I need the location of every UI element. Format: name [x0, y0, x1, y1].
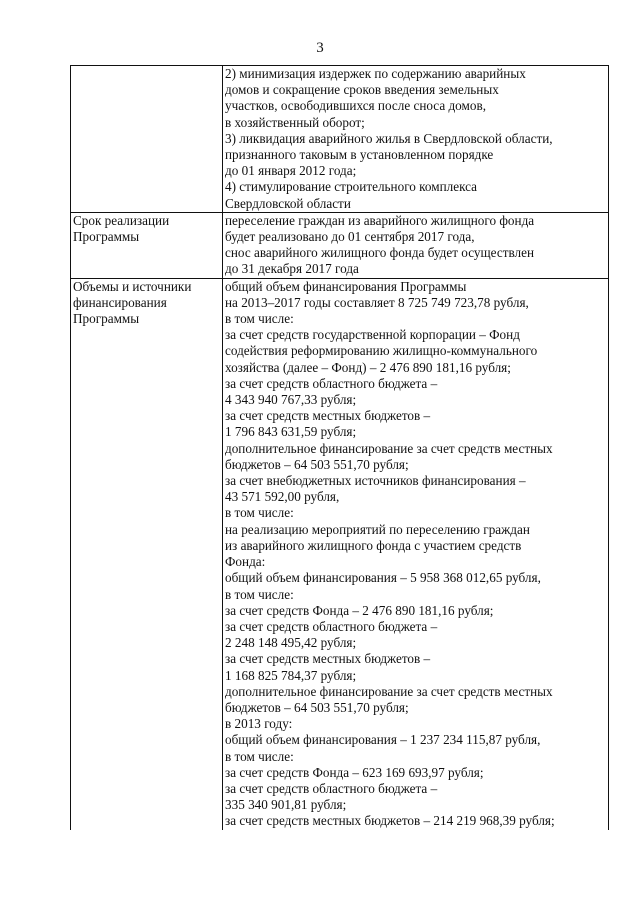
text-line: за счет средств Фонда – 623 169 693,97 рубля; — [225, 764, 484, 780]
row-label: финансирования — [73, 294, 167, 310]
row-label: Программы — [73, 311, 140, 327]
text-line: будет реализовано до 01 сентября 2017 года, — [225, 229, 475, 245]
text-line: 1 796 843 631,59 рубля; — [225, 424, 357, 440]
text-line: до 31 декабря 2017 года — [225, 261, 359, 277]
text-line: общий объем финансирования Программы — [225, 278, 467, 294]
text-line: в том числе: — [225, 505, 294, 521]
row-content-cell — [223, 212, 609, 278]
program-passport-table — [70, 65, 609, 830]
text-line: общий объем финансирования – 1 237 234 115,87 рубля, — [225, 732, 541, 748]
text-line: 335 340 901,81 рубля; — [225, 797, 347, 813]
table-row-goals-continued — [71, 66, 609, 213]
row-label-cell — [71, 278, 223, 829]
page-number: 3 — [316, 40, 324, 56]
text-line: в том числе: — [225, 748, 294, 764]
text-line: за счет средств Фонда – 2 476 890 181,16 рубля; — [225, 602, 494, 618]
text-line: 2) минимизация издержек по содержанию аварийных — [225, 66, 526, 81]
text-line: за счет средств местных бюджетов – — [225, 651, 431, 667]
text-line: за счет средств государственной корпорации – Фонд — [225, 327, 520, 343]
text-line: участков, освободившихся после сноса домов, — [225, 98, 486, 114]
text-line: дополнительное финансирование за счет средств местных — [225, 440, 553, 456]
text-line: до 01 января 2012 года; — [225, 163, 357, 179]
text-line: 2 248 148 495,42 рубля; — [225, 635, 357, 651]
text-line: в том числе: — [225, 586, 294, 602]
text-line: домов и сокращение сроков введения земельных — [225, 82, 499, 98]
text-line: Свердловской области — [225, 195, 351, 211]
text-line: бюджетов – 64 503 551,70 рубля; — [225, 456, 409, 472]
text-line: содействия реформированию жилищно-коммунального — [225, 343, 538, 359]
table-row-implementation-period — [71, 212, 609, 278]
row-label-cell — [71, 66, 223, 213]
row-label: Программы — [73, 229, 140, 245]
table-row-funding — [71, 278, 609, 829]
text-line: 3) ликвидация аварийного жилья в Свердловской области, — [225, 130, 553, 146]
text-line: в том числе: — [225, 311, 294, 327]
text-line: за счет внебюджетных источников финансирования – — [225, 473, 526, 489]
text-line: хозяйства (далее – Фонд) – 2 476 890 181,16 рубля; — [225, 359, 511, 375]
row-content-cell — [223, 278, 609, 829]
text-line: на 2013–2017 годы составляет 8 725 749 723,78 рубля, — [225, 294, 529, 310]
text-line: на реализацию мероприятий по переселению граждан — [225, 521, 530, 537]
text-line: за счет средств местных бюджетов – — [225, 408, 431, 424]
text-line: в 2013 году: — [225, 716, 293, 732]
row-label: Объемы и источники — [73, 278, 192, 294]
text-line: снос аварийного жилищного фонда будет осуществлен — [225, 245, 534, 261]
text-line: общий объем финансирования – 5 958 368 012,65 рубля, — [225, 570, 541, 586]
text-line: 1 168 825 784,37 рубля; — [225, 667, 357, 683]
row-label: Срок реализации — [73, 212, 170, 228]
text-line: бюджетов – 64 503 551,70 рубля; — [225, 699, 409, 715]
text-line: за счет средств областного бюджета – — [225, 780, 438, 796]
row-label-cell — [71, 212, 223, 278]
row-content-cell — [223, 66, 609, 213]
text-line: за счет средств областного бюджета – — [225, 375, 438, 391]
text-line: дополнительное финансирование за счет средств местных — [225, 683, 553, 699]
text-line: переселение граждан из аварийного жилищного фонда — [225, 212, 535, 228]
text-line: 4 343 940 767,33 рубля; — [225, 392, 357, 408]
text-line: из аварийного жилищного фонда с участием средств — [225, 537, 522, 553]
text-line: 43 571 592,00 рубля, — [225, 489, 340, 505]
text-line: в хозяйственный оборот; — [225, 114, 365, 130]
text-line: признанного таковым в установленном порядке — [225, 147, 494, 163]
text-line: Фонда: — [225, 554, 266, 570]
text-line: 4) стимулирование строительного комплекса — [225, 179, 478, 195]
text-line: за счет средств областного бюджета – — [225, 618, 438, 634]
text-line: за счет средств местных бюджетов – 214 219 968,39 рубля; — [225, 813, 555, 829]
